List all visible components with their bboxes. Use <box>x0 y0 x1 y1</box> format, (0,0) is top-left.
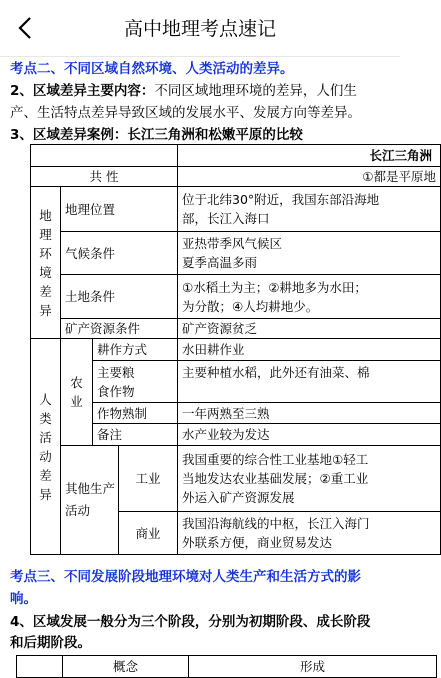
row-climate-value: 亚热带季风气候区 夏季高温多雨 <box>178 232 441 275</box>
row-location-value: 位于北纬30°附近，我国东部沿海地 部，长江入海口 <box>178 187 441 232</box>
human-activity-diff-label: 人 类 活 动 差 异 <box>31 339 61 555</box>
comparison-table <box>30 144 441 555</box>
common-value: ①都是平原地 <box>178 167 441 187</box>
paragraph-2-line-2: 产、生活特点差异导致区域的发展水平、发展方向等差异。 <box>10 105 361 121</box>
section-heading-3-line-1: 考点三、不同发展阶段地理环境对人类生产和生活方式的影 <box>10 569 361 585</box>
table-col-header: 长江三角洲 <box>178 145 441 167</box>
row-industry-label: 工业 <box>119 446 178 512</box>
section-heading-2: 考点二、不同区域自然环境、人类活动的差异。 <box>10 61 294 77</box>
row-commerce-label: 商业 <box>119 512 178 555</box>
section-heading-3-line-2: 响。 <box>10 591 37 607</box>
row-land-value: ①水稻土为主；②耕地多为水田； 为分散；④人均耕地少。 <box>178 275 441 319</box>
row-crops-value: 主要种植水稻，此外还有油菜、棉 <box>178 361 441 403</box>
table-header-blank <box>31 145 178 167</box>
paragraph-2-text: 不同区域地理环境的差异，人们生 <box>154 83 357 99</box>
row-commerce-value: 我国沿海航线的中枢，长江入海门 外联系方便，商业贸易发达 <box>178 512 441 555</box>
stages-col-formation: 形成 <box>189 656 437 678</box>
paragraph-4-line-2: 和后期阶段。 <box>10 635 91 651</box>
row-ripening-label: 作物熟制 <box>93 403 178 424</box>
row-climate-label: 气候条件 <box>61 232 178 275</box>
stages-table <box>16 655 437 678</box>
article-content <box>0 56 436 674</box>
row-mineral-value: 矿产资源贫乏 <box>178 319 441 339</box>
top-bar <box>0 0 400 57</box>
stages-table-blank <box>17 656 63 678</box>
paragraph-2-lead: 2、区域差异主要内容： <box>10 83 155 99</box>
geo-env-diff-label: 地 理 环 境 差 异 <box>31 187 61 339</box>
row-notes-label: 备注 <box>93 424 178 446</box>
paragraph-3: 3、区域差异案例：长江三角洲和松嫩平原的比较 <box>10 127 303 143</box>
row-land-label: 土地条件 <box>61 275 178 319</box>
common-label: 共 性 <box>31 167 178 187</box>
row-farming-value: 水田耕作业 <box>178 339 441 361</box>
row-ripening-value: 一年两熟至三熟 <box>178 403 441 424</box>
agriculture-label: 农 业 <box>61 339 93 446</box>
row-mineral-label: 矿产资源条件 <box>61 319 178 339</box>
paragraph-2-line-1 <box>10 80 390 102</box>
row-industry-value: 我国重要的综合性工业基地①轻工 当地发达农业基础发展；②重工业 外运入矿产资源发展 <box>178 446 441 512</box>
other-production-label: 其他生产活动 <box>61 446 119 555</box>
row-crops-label: 主要粮 食作物 <box>93 361 178 403</box>
paragraph-4-line-1: 4、区域发展一般分为三个阶段，分别为初期阶段、成长阶段 <box>10 614 371 630</box>
row-location-label: 地理位置 <box>61 187 178 232</box>
row-notes-value: 水产业较为发达 <box>178 424 441 446</box>
stages-col-concept: 概念 <box>63 656 189 678</box>
page-title: 高中地理考点速记 <box>123 18 276 40</box>
row-farming-label: 耕作方式 <box>93 339 178 361</box>
